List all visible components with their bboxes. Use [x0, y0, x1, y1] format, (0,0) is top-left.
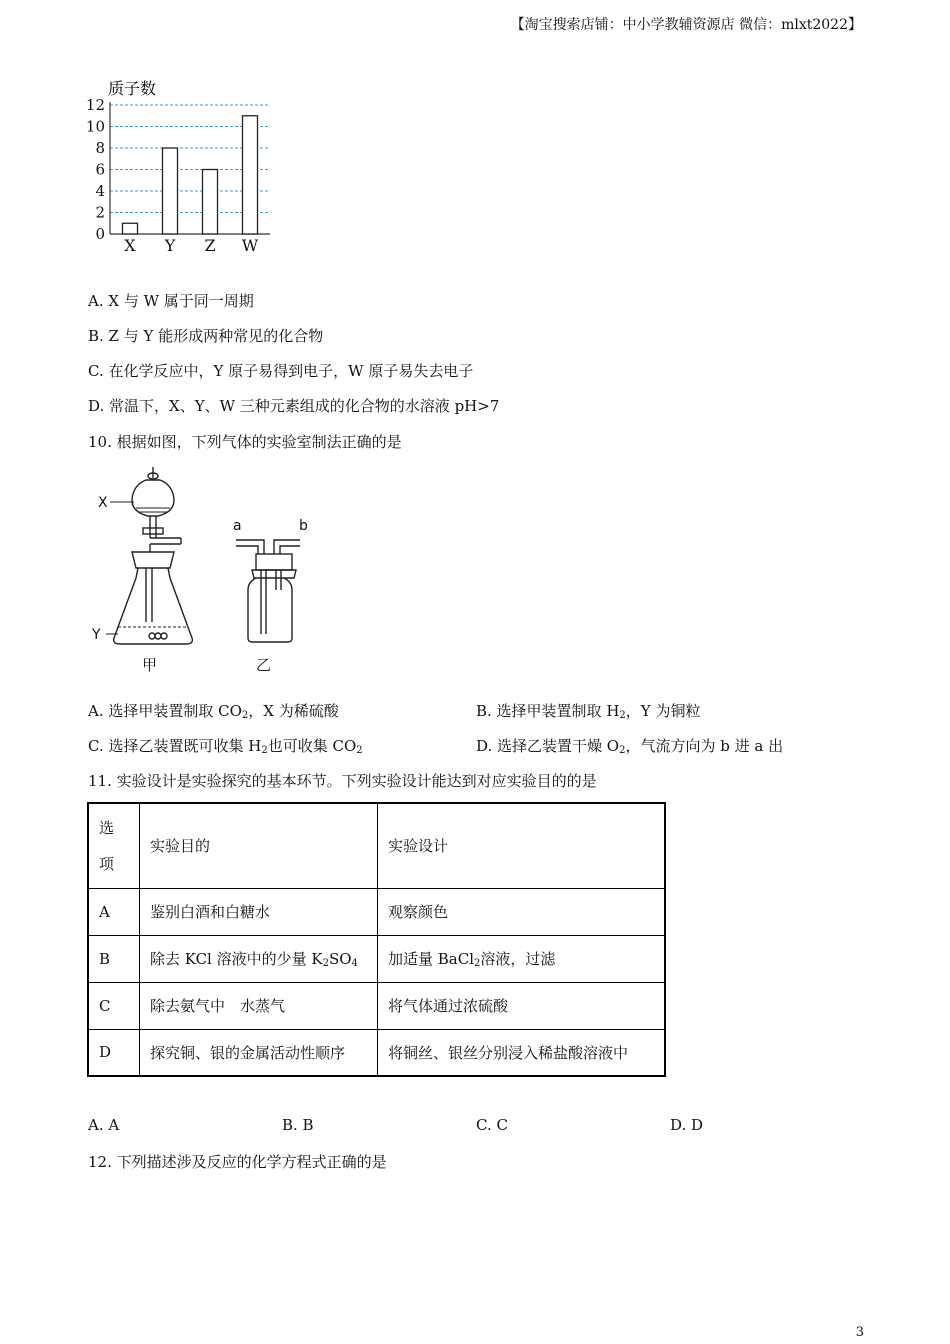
y-tick-label: 4: [95, 182, 105, 200]
row-goal: 除去 KCl 溶液中的少量 $K_2SO_4$: [140, 935, 378, 982]
bar: [123, 223, 138, 234]
label-y: Y: [92, 627, 101, 643]
header-goal: 实验目的: [140, 803, 378, 888]
row-goal: 鉴别白酒和白糖水: [140, 888, 378, 935]
caption-jia: 甲: [142, 656, 158, 674]
row-design: 加适量 BaCl$_2$溶液，过滤: [378, 935, 666, 982]
row-option: B: [88, 935, 140, 982]
label-a: a: [233, 518, 242, 534]
row-goal: 探究铜、银的金属活动性顺序: [140, 1029, 378, 1076]
q11-answer-b: B. B: [282, 1116, 314, 1134]
q11-answer-d: D. D: [670, 1116, 704, 1134]
row-design: 将气体通过浓硫酸: [378, 982, 666, 1029]
y-tick-label: 10: [85, 117, 105, 136]
page-number: 3: [855, 1325, 864, 1340]
bar: [203, 170, 218, 235]
bar: [243, 116, 258, 234]
chart-y-label: 质子数: [108, 79, 157, 98]
q10-option-c: C. 选择乙装置既可收集 $H_2$也可收集 $CO_2$: [88, 737, 363, 756]
q9-option-b: B. Z 与 Y 能形成两种常见的化合物: [88, 327, 324, 345]
row-option: D: [88, 1029, 140, 1076]
caption-yi: 乙: [256, 656, 272, 674]
table-row: [88, 1029, 665, 1076]
label-x: X: [98, 495, 108, 511]
apparatus-yi: [236, 540, 300, 642]
q11-table: [87, 802, 666, 1077]
header-design: 实验设计: [378, 803, 666, 888]
q9-option-c: C. 在化学反应中，Y 原子易得到电子，W 原子易失去电子: [88, 362, 474, 380]
y-tick-label: 2: [95, 203, 105, 222]
label-b: b: [299, 518, 308, 534]
y-tick-label: 6: [95, 160, 105, 179]
row-design: 观察颜色: [378, 888, 666, 935]
x-category-label: Y: [164, 236, 176, 255]
y-tick-label: 8: [95, 139, 105, 157]
row-goal: 除去氨气中 水蒸气: [140, 982, 378, 1029]
y-tick-label: 12: [85, 96, 105, 114]
table-row: [88, 935, 665, 982]
page-header: 【淘宝搜索店铺：中小学教辅资源店 微信：mlxt2022】: [510, 17, 862, 33]
header-option: 选 项: [88, 803, 140, 888]
q10-stem: 10. 根据如图，下列气体的实验室制法正确的是: [88, 433, 402, 451]
q11-answer-a: A. A: [88, 1116, 120, 1134]
x-category-label: W: [241, 236, 259, 255]
table-row: [88, 888, 665, 935]
q9-option-a: A. X 与 W 属于同一周期: [88, 292, 254, 310]
q10-option-d: D. 选择乙装置干燥 $O_2$，气流方向为 b 进 a 出: [476, 737, 784, 756]
row-option: C: [88, 982, 140, 1029]
q11-answer-c: C. C: [476, 1116, 508, 1134]
q10-apparatus-figure: [88, 460, 328, 675]
q12-stem: 12. 下列描述涉及反应的化学方程式正确的是: [88, 1153, 387, 1171]
proton-number-chart: [84, 76, 284, 261]
q10-option-a: A. 选择甲装置制取 $CO_2$，X 为稀硫酸: [88, 702, 339, 721]
q10-option-b: B. 选择甲装置制取 $H_2$，Y 为铜粒: [476, 702, 701, 721]
table-row: [88, 982, 665, 1029]
x-category-label: X: [124, 236, 136, 255]
table-header-row: [88, 803, 665, 888]
row-design: 将铜丝、银丝分别浸入稀盐酸溶液中: [378, 1029, 666, 1076]
x-category-label: Z: [204, 236, 216, 255]
bar: [163, 148, 178, 234]
chart-plot-area: [86, 96, 270, 255]
row-option: A: [88, 888, 140, 935]
apparatus-jia: [106, 467, 192, 644]
y-tick-label: 0: [95, 225, 105, 243]
q11-stem: 11. 实验设计是实验探究的基本环节。下列实验设计能达到对应实验目的的是: [88, 772, 597, 790]
q9-option-d: D. 常温下，X、Y、W 三种元素组成的化合物的水溶液 pH>7: [88, 397, 500, 415]
